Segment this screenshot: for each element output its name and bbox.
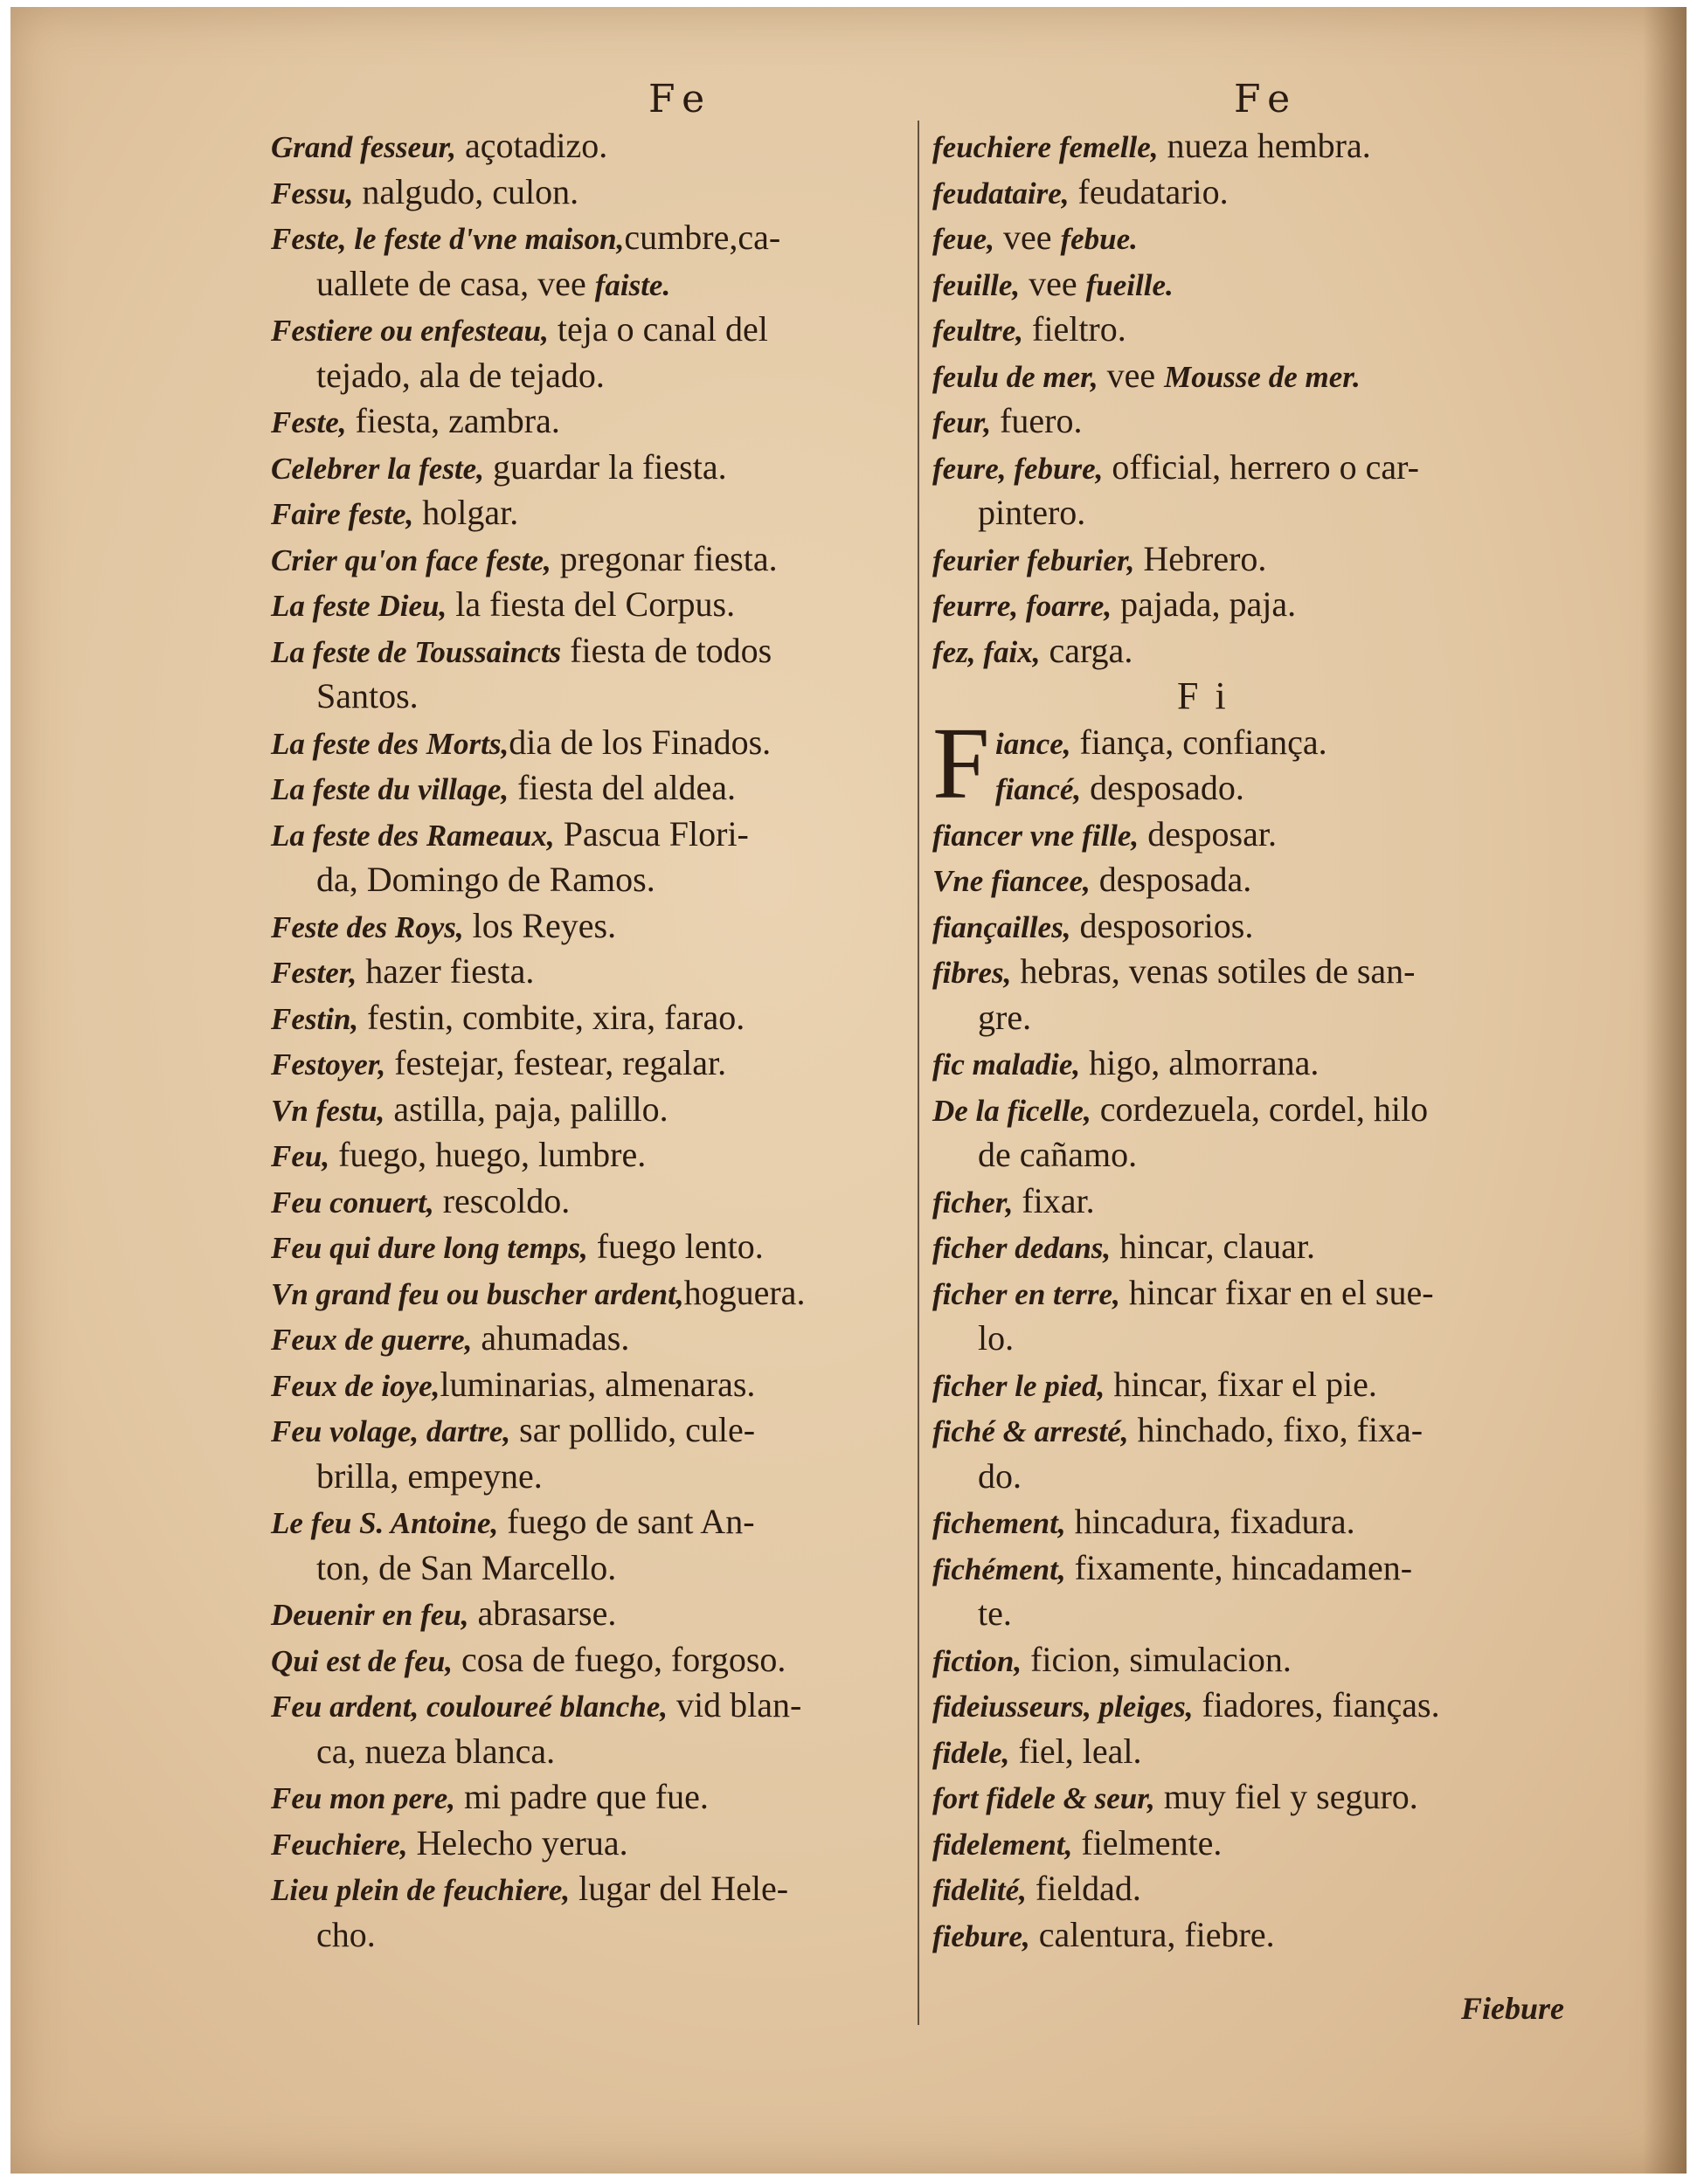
headword: La feste Dieu, [271,589,447,623]
definition: feudatario. [1069,171,1229,211]
entry-line [932,765,1605,812]
headword: feuchiere femelle, [932,130,1159,164]
definition: sar pollido, cule- [510,1410,756,1449]
entry-line [271,1637,909,1683]
entry-line [932,628,1605,674]
headword: fiancé, [995,772,1082,806]
definition: fieldad. [1026,1869,1141,1908]
headword: Fessu, [271,176,354,211]
entry-line [271,765,909,812]
entry-line [271,169,909,216]
entry-line [271,123,909,169]
entry-line [932,1545,1605,1592]
entry-line [271,995,909,1041]
headword: Feu conuert, [271,1185,434,1220]
headword: fichement, [932,1506,1066,1540]
definition: la fiesta del Corpus. [447,584,736,624]
page-edge-shadow [1643,7,1687,2174]
entry-line [932,995,1605,1041]
definition: astilla, paja, palillo. [384,1089,668,1129]
definition: desposado. [1081,768,1244,807]
headword: Celebrer la feste, [271,451,484,486]
headword: ficher en terre, [932,1276,1120,1311]
definition: desposada. [1090,860,1252,899]
entry-line [271,812,909,858]
entry-line [932,1499,1605,1545]
headword: fichément, [932,1552,1066,1586]
definition: holgar. [413,493,519,532]
catchword: Fiebure [1461,1991,1565,2026]
definition: tejado, ala de tejado. [316,355,605,395]
headword: Crier qu'on face feste, [271,543,551,577]
headword: feudataire, [932,176,1070,211]
definition: te. [978,1593,1012,1633]
entry-line [271,1454,909,1500]
headword: Festoyer, [271,1047,386,1082]
entry-line [932,307,1605,353]
definition: Santos. [316,676,419,715]
headword: feure, febure, [932,451,1104,486]
headword: feuille, [932,267,1021,302]
headword: fiebure, [932,1918,1030,1953]
headword: ficher, [932,1185,1014,1220]
headword: Lieu plein de feuchiere, [271,1873,571,1907]
entry-line [932,1774,1605,1821]
definition: fixamente, hincadamen- [1065,1547,1413,1587]
headword: Feux de guerre, [271,1323,473,1357]
headword: fiché & arresté, [932,1414,1129,1448]
headword: fiction, [932,1643,1022,1678]
headword: Faire feste, [271,497,414,531]
headword: Vne fiancee, [932,864,1091,898]
entry-line [271,398,909,445]
definition: fieltro. [1023,309,1126,349]
right-column-fe-entries [932,123,1605,674]
cross-reference: fueille. [1085,267,1174,302]
definition: hincadura, fixadura. [1065,1502,1355,1541]
definition: official, herrero o car- [1103,446,1419,487]
headword: La feste du village, [271,772,509,806]
entry-line [271,1040,909,1087]
definition: açotadizo. [455,126,608,165]
entry-line [271,445,909,491]
entry-line [932,1912,1605,1959]
entry-line [271,1821,909,1867]
headword: Vn grand feu ou buscher ardent, [271,1276,684,1311]
definition: Helecho yerua. [407,1822,628,1863]
definition: fixar. [1013,1180,1095,1220]
headword: feultre, [932,314,1024,348]
entry-line [932,123,1605,169]
headword: Festin, [271,1001,359,1036]
definition: uallete de casa, vee [316,263,595,303]
definition: fuero. [991,401,1083,440]
headword: Vn festu, [271,1093,385,1128]
entry-line [932,1866,1605,1912]
entry-line [271,1087,909,1133]
definition: Hebrero. [1134,538,1267,578]
definition: cumbre,ca- [624,218,781,257]
entry-line [271,857,909,903]
cross-reference: Mousse de mer. [1164,359,1361,394]
entry-line [932,1087,1605,1133]
entry-line [271,674,909,720]
entry-line [932,1270,1605,1317]
definition: muy fiel y seguro. [1154,1777,1418,1816]
headword: fort fidele & seur, [932,1781,1155,1815]
entry-line [271,1683,909,1729]
definition: hazer fiesta. [357,951,535,991]
entry-line [271,1591,909,1637]
entry-line [932,1040,1605,1087]
definition: los Reyes. [463,905,617,945]
entry-line [932,490,1605,536]
headword: Festiere ou enfesteau, [271,314,549,348]
book-page [10,7,1687,2174]
definition: abrasarse. [468,1593,617,1633]
entry-line [932,1637,1605,1683]
definition: desposorios. [1070,905,1254,945]
definition: festejar, festear, regalar. [385,1043,727,1082]
entry-line [271,720,909,766]
definition: hincar fixar en el sue- [1119,1272,1434,1312]
definition: ton, de San Marcello. [316,1547,617,1587]
definition: pregonar fiesta. [551,538,778,578]
definition: vee [994,218,1061,257]
entry-line [271,1132,909,1178]
definition: festin, combite, xira, farao. [358,997,745,1037]
definition: desposar. [1139,813,1277,854]
headword: fic maladie, [932,1047,1081,1082]
entry-line [271,307,909,353]
section-heading-fi: F i [1177,674,1230,717]
dropcap-letter: F [932,705,990,820]
dropcap-entry [932,705,1605,820]
entry-line [932,536,1605,583]
definition: hincar, clauar. [1111,1227,1315,1266]
entry-line [932,1729,1605,1775]
definition: Pascua Flori- [554,813,749,854]
entry-line [271,1729,909,1775]
entry-line [271,1545,909,1592]
definition: fiesta del aldea. [509,768,737,807]
cross-reference: faiste. [594,267,671,302]
entry-line [932,1454,1605,1500]
definition: fielmente. [1072,1822,1223,1863]
definition: hinchado, fixo, fixa- [1128,1410,1423,1449]
headword: Feu volage, dartre, [271,1414,511,1448]
headword: Feste des Roys, [271,909,464,944]
headword: fideiusseurs, pleiges, [932,1690,1194,1724]
entry-line [271,949,909,995]
headword: fibres, [932,956,1012,990]
definition: fiel, leal. [1009,1731,1142,1771]
definition: fuego lento. [587,1227,764,1266]
entry-line [271,903,909,950]
definition: gre. [978,997,1032,1037]
headword: Deuenir en feu, [271,1598,469,1632]
headword: feurier feburier, [932,543,1135,577]
definition: fuego, huego, lumbre. [329,1135,647,1174]
entry-line [271,628,909,674]
headword: La feste des Morts, [271,726,509,761]
entry-line [932,398,1605,445]
entry-line [932,1407,1605,1454]
entry-line [932,582,1605,628]
entry-line [932,1591,1605,1637]
definition: calentura, fiebre. [1029,1914,1275,1954]
entry-line [932,261,1605,308]
right-column [932,123,1605,1958]
headword: fiancer vne fille, [932,818,1139,853]
definition: nueza hembra. [1158,126,1371,165]
entry-line [271,1774,909,1821]
entry-line [932,857,1605,903]
entry-line [271,1407,909,1454]
headword: Feu ardent, couloureé blanche, [271,1690,668,1724]
definition: hoguera. [683,1272,806,1312]
entry-line [932,1132,1605,1178]
entry-line [932,169,1605,216]
definition: ca, nueza blanca. [316,1731,556,1771]
entry-line [271,261,909,308]
definition: cordezuela, cordel, hilo [1091,1089,1429,1129]
definition: pajada, paja. [1112,584,1297,624]
definition: fiança, confiança. [1070,722,1327,762]
headword: Grand fesseur, [271,130,456,164]
headword: fidelité, [932,1873,1027,1907]
headword: fidele, [932,1735,1010,1770]
headword: ficher le pied, [932,1368,1105,1403]
definition: fiadores, fianças. [1193,1685,1440,1724]
headword: Feu, [271,1139,330,1173]
entry-line [932,903,1605,950]
headword: fidelement, [932,1827,1073,1862]
definition: hebras, venas sotiles de san- [1011,951,1416,991]
definition: brilla, empeyne. [316,1455,543,1496]
headword: Qui est de feu, [271,1643,454,1678]
entry-line [271,215,909,261]
headword: fez, faix, [932,634,1041,669]
definition: vid blan- [668,1685,802,1724]
definition: nalgudo, culon. [353,171,579,211]
headword: feulu de mer, [932,359,1098,394]
entry-line [932,812,1605,858]
headword: Feste, le feste d'vne maison, [271,222,625,256]
cross-reference: febue. [1060,222,1138,256]
definition: fiesta, zambra. [346,401,560,440]
right-column-fi-entries [932,812,1605,1959]
headword: fiançailles, [932,909,1071,944]
entry-line [271,353,909,399]
entry-line [932,1224,1605,1270]
definition: guardar la fiesta. [483,446,727,487]
definition: lugar del Hele- [570,1869,789,1908]
definition: higo, almorrana. [1080,1043,1320,1082]
headword: Feu qui dure long temps, [271,1231,588,1265]
definition: vee [1020,263,1086,303]
entry-line [271,1912,909,1959]
entry-line [271,1866,909,1912]
entry-line [932,1178,1605,1225]
definition: de cañamo. [978,1135,1138,1174]
definition: rescoldo. [433,1180,571,1220]
entry-line [271,1270,909,1317]
entry-line [932,353,1605,399]
entry-line [932,1316,1605,1362]
definition: cho. [316,1914,376,1954]
definition: mi padre que fue. [454,1777,709,1816]
definition: teja o canal del [548,309,768,349]
entry-line [271,582,909,628]
entry-line [271,1362,909,1408]
headword: Feuchiere, [271,1827,408,1862]
entry-line [932,215,1605,261]
entry-line [932,1821,1605,1867]
definition: carga. [1040,630,1133,670]
entry-line [932,1362,1605,1408]
definition: vee [1098,355,1165,395]
definition: da, Domingo de Ramos. [316,860,655,899]
headword: Feu mon pere, [271,1781,455,1815]
column-divider [918,121,919,2025]
definition: hincar, fixar el pie. [1105,1364,1377,1404]
entry-line [271,536,909,583]
entry-line [271,490,909,536]
headword: Le feu S. Antoine, [271,1506,499,1540]
entry-line [932,1683,1605,1729]
headword: feurre, foarre, [932,589,1112,623]
entry-line [932,949,1605,995]
headword: La feste de Toussaincts [271,634,562,669]
definition: ficion, simulacion. [1022,1639,1292,1679]
headword: feur, [932,405,992,439]
headword: Feux de ioye, [271,1368,440,1403]
headword: ficher dedans, [932,1231,1112,1265]
definition: do. [978,1455,1022,1496]
entry-line [932,445,1605,491]
definition: lo. [978,1318,1015,1358]
definition: ahumadas. [472,1318,630,1358]
running-header-right: Fe [1234,77,1299,121]
definition: dia de los Finados. [509,722,772,762]
entry-line [932,720,1605,766]
headword: iance, [995,726,1071,761]
left-column [271,123,909,1958]
running-header-left: Fe [648,77,714,121]
entry-line [271,1499,909,1545]
entry-line [271,1316,909,1362]
headword: La feste des Rameaux, [271,818,555,853]
headword: Fester, [271,956,357,990]
entry-line [271,1178,909,1225]
entry-line [271,1224,909,1270]
definition: pintero. [978,493,1086,532]
headword: De la ficelle, [932,1093,1091,1128]
headword: Feste, [271,405,347,439]
definition: fiesta de todos [561,630,772,670]
definition: fuego de sant An- [498,1502,755,1541]
definition: luminarias, almenaras. [440,1364,756,1404]
headword: feue, [932,222,994,256]
definition: cosa de fuego, forgoso. [453,1639,786,1679]
